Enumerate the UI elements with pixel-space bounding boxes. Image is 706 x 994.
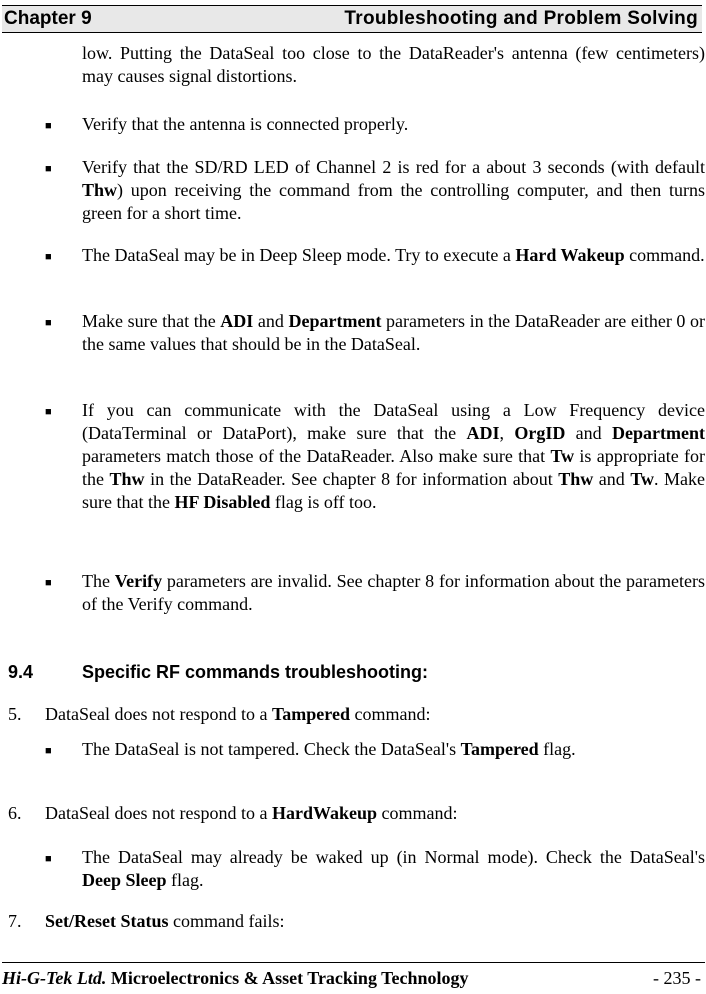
bullet-marker: ■ [45, 120, 52, 132]
page-number: - 235 - [653, 968, 701, 988]
bullet-marker: ■ [45, 251, 52, 263]
intro-paragraph: low. Putting the DataSeal too close to the DataReader's antenna (few centimeters) may causes signal distortions. [82, 43, 705, 86]
section-title: Specific RF commands troubleshooting: [82, 662, 429, 682]
bullet-adi-department: Make sure that the ADI and Department parameters in the DataReader are either 0 or the same values that should be in the DataSeal. [82, 311, 705, 354]
chapter-title: Troubleshooting and Problem Solving [344, 8, 698, 29]
bullet-not-tampered: The DataSeal is not tampered. Check the DataSeal's Tampered flag. [82, 739, 576, 759]
bullet-low-frequency: If you can communicate with the DataSeal using a Low Frequency device (DataTerminal or DataPort), make sure that the ADI, OrgID and Department parameters match those of the DataReader. Also make sure that Tw is appropriate for the Thw in the DataReader. See chapter 8 for information about Thw and Tw. Make sure that the HF Disabled flag is off too. [82, 400, 706, 512]
step-set-reset: Set/Reset Status command fails: [45, 911, 285, 931]
company-name: Hi-G-Tek Ltd. [2, 968, 107, 988]
step-hardwakeup: DataSeal does not respond to a HardWakeup command: [45, 803, 458, 823]
bullet-verify: The Verify parameters are invalid. See chapter 8 for information about the parameters of the Verify command. [82, 571, 706, 614]
bullet-marker: ■ [45, 745, 52, 757]
bullet-marker: ■ [45, 577, 52, 589]
bullet-marker: ■ [45, 317, 52, 329]
bullet-deep-sleep: The DataSeal may be in Deep Sleep mode. Try to execute a Hard Wakeup command. [82, 245, 705, 265]
bullet-marker: ■ [45, 163, 52, 175]
page-footer [2, 966, 705, 990]
bullet-antenna: Verify that the antenna is connected properly. [82, 114, 409, 134]
bullet-marker: ■ [45, 406, 52, 418]
step-number: 7. [8, 911, 22, 931]
step-number: 5. [8, 704, 22, 724]
company-tagline: Microelectronics & Asset Tracking Technology [110, 968, 469, 988]
bullet-marker: ■ [45, 853, 52, 865]
chapter-label: Chapter 9 [4, 8, 92, 29]
step-tampered: DataSeal does not respond to a Tampered command: [45, 704, 431, 724]
section-heading [8, 660, 428, 684]
page-header [2, 5, 702, 33]
step-number: 6. [8, 803, 22, 823]
bullet-already-awake: The DataSeal may already be waked up (in Normal mode). Check the DataSeal's Deep Sleep flag. [82, 847, 705, 890]
section-number: 9.4 [8, 662, 34, 682]
footer-divider [2, 962, 705, 963]
bullet-led: Verify that the SD/RD LED of Channel 2 is red for a about 3 seconds (with default Thw) upon receiving the command from the controlling computer, and then turns green for a short time. [82, 157, 705, 223]
